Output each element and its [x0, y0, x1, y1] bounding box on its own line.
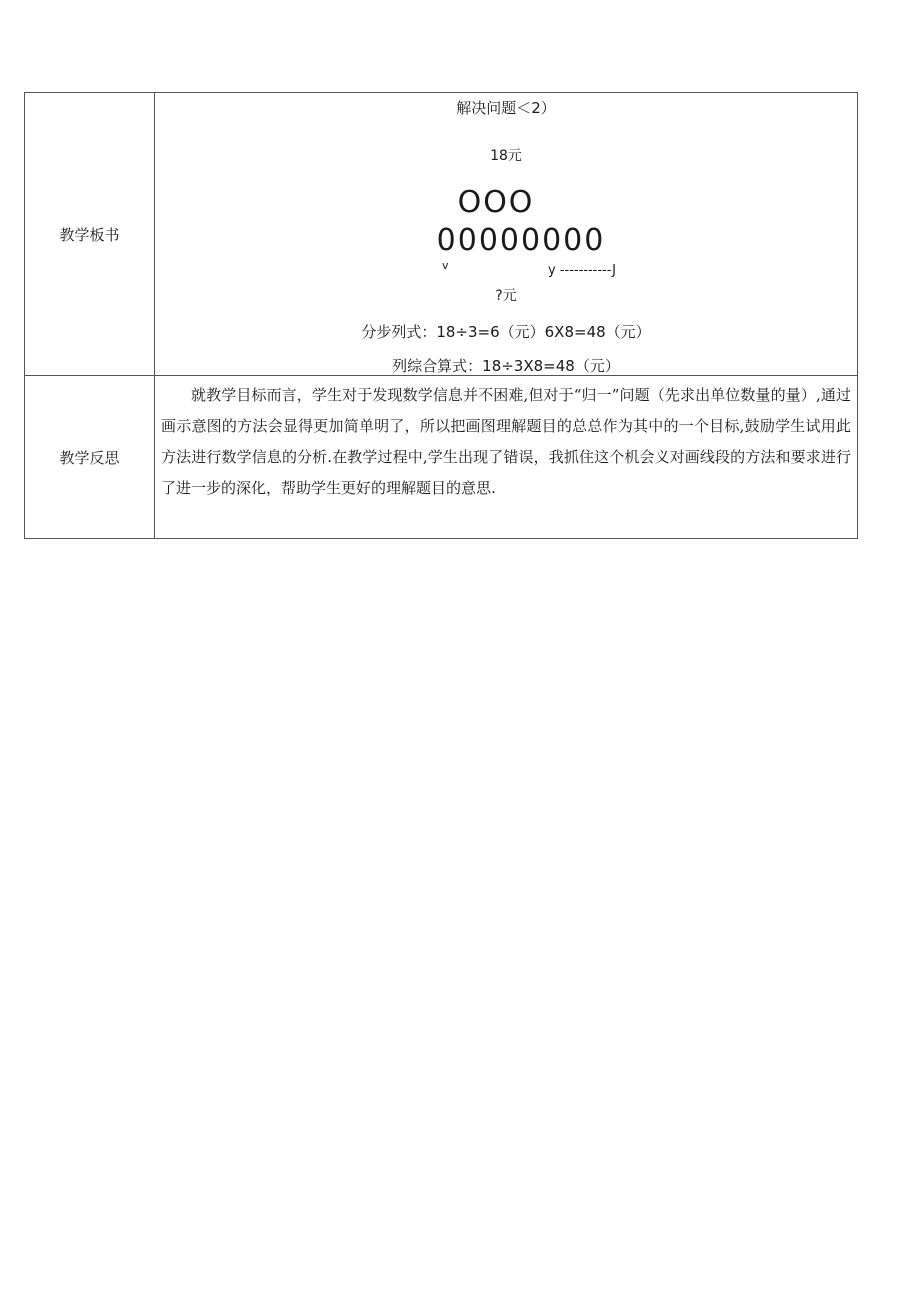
reflection-text: 就教学目标而言，学生对于发现数学信息并不困难,但对于“归一”问题（先求出单位数量的量）,通过画示意图的方法会显得更加简单明了，所以把画图理解题目的总总作为其中的一个目标,鼓励学生试用此方法进行数学信息的分析.在教学过程中,学生出现了错误，我抓住这个机会义对画线段的方法和要求进行了进一步的深化，帮助学生更好的理解题目的意思.	[161, 386, 851, 497]
combined-formula: 列综合算式：18÷3X8=48（元）	[392, 357, 620, 375]
board-cell	[155, 93, 858, 376]
bracket-mark-right: y -----------J	[548, 263, 616, 278]
bracket-mark-left: v	[442, 259, 449, 272]
price-label: 18元	[490, 148, 522, 164]
row-label-board: 教学板书	[25, 93, 155, 376]
question-label: ?元	[495, 288, 517, 304]
lesson-table	[24, 92, 858, 539]
row-label-reflection: 教学反思	[25, 376, 155, 539]
blackboard-content	[155, 93, 857, 375]
reflection-row	[25, 376, 858, 539]
board-row	[25, 93, 858, 376]
circles-bottom-row: 00000000	[436, 223, 606, 258]
circles-top-row: OOO	[457, 185, 535, 220]
reflection-cell	[155, 376, 858, 539]
step-formula: 分步列式：18÷3=6（元）6X8=48（元）	[361, 323, 651, 341]
board-title: 解决问题＜2）	[456, 99, 556, 117]
